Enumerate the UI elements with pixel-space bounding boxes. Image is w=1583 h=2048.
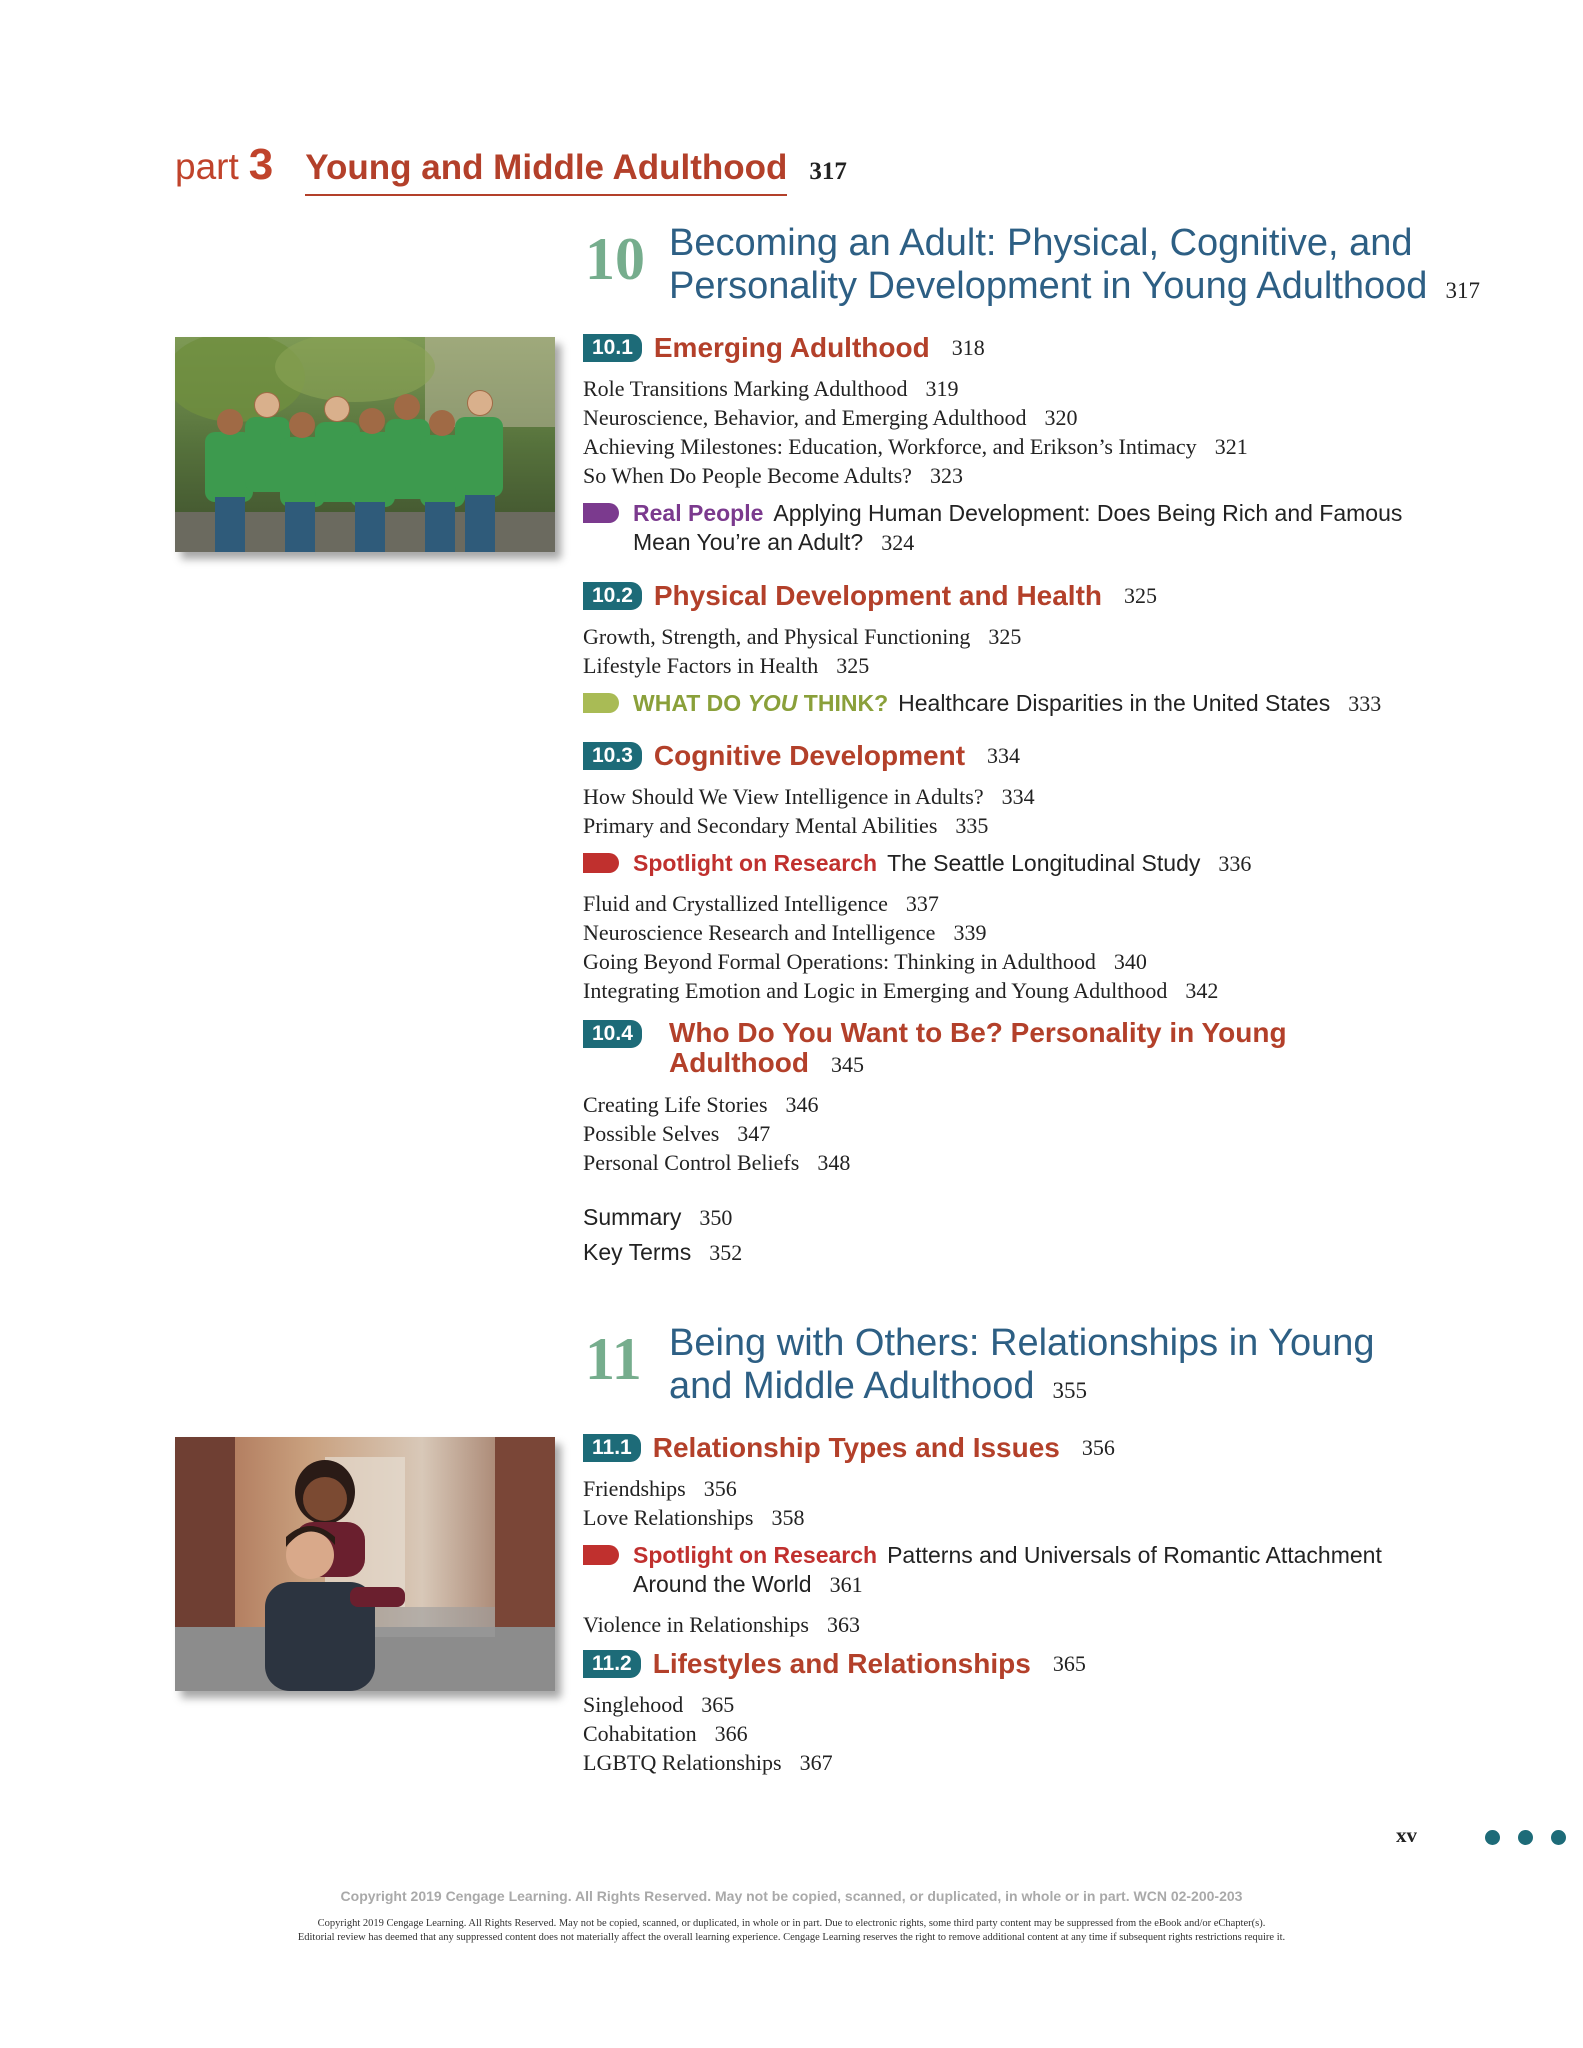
feature-text-continued: Mean You’re an Adult? xyxy=(633,529,864,555)
section-10-2-entries xyxy=(583,622,1021,680)
summary-entry[interactable]: Summary 350 xyxy=(583,1204,733,1230)
section-page: 345 xyxy=(830,1051,864,1077)
section-10-4-entries xyxy=(583,1090,850,1177)
page-folio: xv xyxy=(1396,1823,1417,1847)
toc-entry[interactable]: So When Do People Become Adults? 323 xyxy=(583,463,963,488)
feature-text: Healthcare Disparities in the United States xyxy=(898,690,1331,716)
section-11-2-heading[interactable] xyxy=(583,1648,1086,1680)
feature-marker-icon xyxy=(583,693,619,713)
toc-entry[interactable]: Cohabitation 366 xyxy=(583,1721,748,1746)
chapter-11-photo xyxy=(175,1437,555,1691)
section-11-1-entries xyxy=(583,1474,804,1532)
group-photo-image xyxy=(175,337,555,552)
section-page: 325 xyxy=(1124,583,1158,608)
toc-entry[interactable]: Lifestyle Factors in Health 325 xyxy=(583,653,870,678)
section-title: Who Do You Want to Be? Personality in Young xyxy=(669,1017,1287,1048)
part-page: 317 xyxy=(809,158,847,185)
toc-entry[interactable]: Love Relationships 358 xyxy=(583,1505,805,1530)
toc-entry[interactable]: How Should We View Intelligence in Adults? 334 xyxy=(583,784,1035,809)
part-title[interactable]: Young and Middle Adulthood xyxy=(305,148,787,196)
feature-text: The Seattle Longitudinal Study xyxy=(887,850,1201,876)
toc-entry[interactable]: Growth, Strength, and Physical Functioning 325 xyxy=(583,624,1022,649)
chapter-11-title-line1: Being with Others: Relationships in Young xyxy=(669,1322,1375,1364)
toc-entry[interactable]: Going Beyond Formal Operations: Thinking in Adulthood 340 xyxy=(583,949,1147,974)
section-page: 365 xyxy=(1052,1651,1086,1676)
section-10-1-heading[interactable] xyxy=(583,332,985,364)
section-11-1-entries-continued xyxy=(583,1610,860,1639)
toc-entry[interactable]: Personal Control Beliefs 348 xyxy=(583,1150,851,1175)
section-badge: 10.2 xyxy=(583,582,642,610)
section-title: Relationship Types and Issues xyxy=(652,1432,1060,1463)
section-10-4-heading[interactable] xyxy=(583,1018,1343,1080)
decorative-dot-icon xyxy=(1551,1830,1566,1845)
chapter-10-title-line1: Becoming an Adult: Physical, Cognitive, and xyxy=(669,222,1413,264)
toc-entry[interactable]: Violence in Relationships 363 xyxy=(583,1612,860,1637)
couple-photo-image xyxy=(175,1437,555,1691)
feature-text: Applying Human Development: Does Being Rich and Famous xyxy=(773,500,1403,526)
section-page: 318 xyxy=(951,335,985,360)
section-title: Physical Development and Health xyxy=(653,580,1103,611)
feature-page: 336 xyxy=(1218,851,1252,876)
toc-entry[interactable]: Role Transitions Marking Adulthood 319 xyxy=(583,376,959,401)
chapter-11-title[interactable] xyxy=(669,1322,1489,1412)
feature-label: WHAT DO YOU THINK? xyxy=(633,690,889,716)
copyright-notice: Copyright 2019 Cengage Learning. All Rights Reserved. May not be copied, scanned, or duplicated, in whole or in part. WCN 02-200-203 xyxy=(340,1888,1243,1904)
feature-real-people[interactable] xyxy=(583,499,1483,557)
feature-text-continued: Around the World xyxy=(633,1571,812,1597)
feature-marker-icon xyxy=(583,853,619,873)
toc-entry[interactable]: Friendships 356 xyxy=(583,1476,737,1501)
section-badge: 10.3 xyxy=(583,742,642,770)
section-10-3-entries xyxy=(583,782,1035,840)
section-title: Cognitive Development xyxy=(653,740,966,771)
section-badge: 10.1 xyxy=(583,334,642,362)
section-10-3-heading[interactable] xyxy=(583,740,1020,772)
toc-entry[interactable]: Achieving Milestones: Education, Workforce, and Erikson’s Intimacy 321 xyxy=(583,434,1248,459)
decorative-dot-icon xyxy=(1485,1830,1500,1845)
key-terms-entry[interactable]: Key Terms 352 xyxy=(583,1239,743,1265)
toc-entry[interactable]: Integrating Emotion and Logic in Emerging and Young Adulthood 342 xyxy=(583,978,1219,1003)
chapter-10-end-matter xyxy=(583,1200,742,1270)
part-header xyxy=(175,140,847,196)
section-title: Lifestyles and Relationships xyxy=(652,1648,1031,1679)
toc-entry[interactable]: Possible Selves 347 xyxy=(583,1121,771,1146)
section-title: Emerging Adulthood xyxy=(653,332,930,363)
section-10-1-entries xyxy=(583,374,1248,490)
section-badge: 11.1 xyxy=(583,1434,641,1462)
feature-spotlight-on-research[interactable] xyxy=(583,1541,1483,1599)
chapter-11-title-line2: and Middle Adulthood xyxy=(669,1365,1035,1407)
copyright-fine-print: Copyright 2019 Cengage Learning. All Rights Reserved. May not be copied, scanned, or duplicated, in whole or in part. Due to electronic rights, some third party content may be suppressed from the eBook and/or eChapter(s). Editorial review has deemed that any suppressed content does not materially affect the overall learning experience. Cengage Learning reserves the right to remove additional content at any time if subsequent rights restrictions require it. xyxy=(297,1918,1286,1943)
feature-label: Spotlight on Research xyxy=(633,850,878,876)
decorative-dot-icon xyxy=(1518,1830,1533,1845)
feature-marker-icon xyxy=(583,1545,619,1565)
toc-entry[interactable]: Singlehood 365 xyxy=(583,1692,735,1717)
toc-entry[interactable]: Primary and Secondary Mental Abilities 335 xyxy=(583,813,989,838)
chapter-11-page: 355 xyxy=(1052,1378,1088,1403)
section-11-1-heading[interactable] xyxy=(583,1432,1115,1464)
chapter-10-photo xyxy=(175,337,555,552)
section-title-continued: Adulthood xyxy=(669,1047,809,1078)
feature-label: Real People xyxy=(633,500,764,526)
chapter-10-page: 317 xyxy=(1445,278,1480,303)
section-page: 334 xyxy=(987,743,1021,768)
chapter-11-number: 11 xyxy=(585,1326,642,1392)
part-label: part xyxy=(175,146,239,187)
section-10-2-heading[interactable] xyxy=(583,580,1157,612)
toc-entry[interactable]: LGBTQ Relationships 367 xyxy=(583,1750,833,1775)
feature-label: Spotlight on Research xyxy=(633,1542,878,1568)
section-10-3-entries-continued xyxy=(583,889,1218,1005)
chapter-10-number: 10 xyxy=(585,226,645,292)
feature-what-do-you-think[interactable] xyxy=(583,689,1503,718)
feature-text: Patterns and Universals of Romantic Attachment xyxy=(887,1542,1382,1568)
section-page: 356 xyxy=(1081,1435,1115,1460)
toc-entry[interactable]: Creating Life Stories 346 xyxy=(583,1092,819,1117)
toc-entry[interactable]: Neuroscience, Behavior, and Emerging Adulthood 320 xyxy=(583,405,1078,430)
section-badge: 10.4 xyxy=(583,1020,642,1048)
feature-spotlight-on-research[interactable] xyxy=(583,849,1483,878)
toc-entry[interactable]: Neuroscience Research and Intelligence 339 xyxy=(583,920,987,945)
feature-page: 324 xyxy=(881,530,915,555)
section-11-2-entries xyxy=(583,1690,833,1777)
part-number: 3 xyxy=(248,140,274,189)
chapter-10-title-line2: Personality Development in Young Adulthood xyxy=(669,265,1428,307)
feature-page: 333 xyxy=(1348,691,1382,716)
section-badge: 11.2 xyxy=(583,1650,641,1678)
feature-page: 361 xyxy=(829,1572,863,1597)
toc-entry[interactable]: Fluid and Crystallized Intelligence 337 xyxy=(583,891,939,916)
chapter-10-title[interactable] xyxy=(669,222,1489,312)
feature-marker-icon xyxy=(583,503,619,523)
